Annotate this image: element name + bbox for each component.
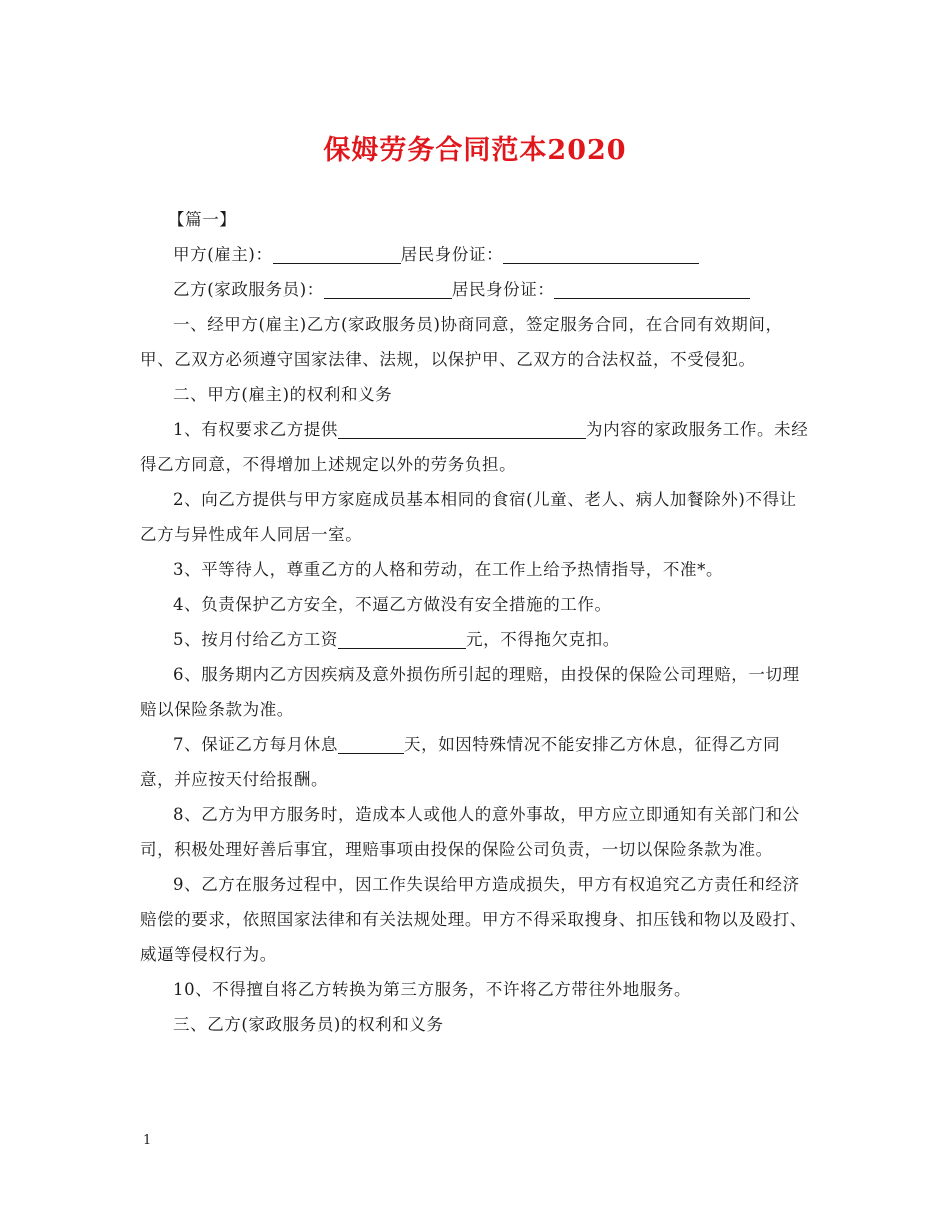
item-5 [140,622,812,657]
clause-one: 一、经甲方(雇主)乙方(家政服务员)协商同意，签定服务合同，在合同有效期间，甲、乙双方必须遵守国家法律、法规，以保护甲、乙双方的合法权益，不受侵犯。 [140,315,783,369]
party-b-label: 乙方(家政服务员)： [173,280,324,299]
party-a-id-label: 居民身份证： [400,245,504,264]
item-1-before: 1、有权要求乙方提供 [173,420,338,439]
party-b-id-label: 居民身份证： [451,280,555,299]
party-a-id-blank[interactable] [503,243,699,264]
item-8: 8、乙方为甲方服务时，造成本人或他人的意外事故，甲方应立即通知有关部门和公司，积极处理好善后事宜，理赔事项由投保的保险公司负责，一切以保险条款为准。 [140,805,800,859]
item-2: 2、向乙方提供与甲方家庭成员基本相同的食宿(儿童、老人、病人加餐除外)不得让乙方与异性成年人同居一室。 [140,490,797,544]
item-7 [140,727,812,797]
party-b-name-blank[interactable] [324,278,452,299]
party-a-label: 甲方(雇主)： [173,245,273,264]
party-a-line [140,237,812,272]
service-content-blank[interactable] [338,418,586,439]
salary-blank[interactable] [338,628,466,649]
document-body [140,202,812,1042]
item-1-after: 为内容的家政服务工作。未经得乙方同意，不得增加上述规定以外的劳务负担。 [140,420,809,474]
page-number: 1 [143,1133,152,1148]
rest-days-blank[interactable] [338,733,404,754]
item-5-after: 元，不得拖欠克扣。 [466,630,620,649]
clause-two-heading: 二、甲方(雇主)的权利和义务 [173,385,393,404]
party-b-line [140,272,812,307]
document-title: 保姆劳务合同范本2020 [323,135,627,166]
item-1 [140,412,812,482]
item-10: 10、不得擅自将乙方转换为第三方服务，不许将乙方带往外地服务。 [173,980,692,999]
party-b-id-blank[interactable] [554,278,750,299]
section-label: 【篇一】 [168,210,237,229]
item-7-before: 7、保证乙方每月休息 [173,735,338,754]
party-a-name-blank[interactable] [273,243,401,264]
item-7-after: 天，如因特殊情况不能安排乙方休息，征得乙方同意，并应按天付给报酬。 [140,735,781,789]
item-9: 9、乙方在服务过程中，因工作失误给甲方造成损失，甲方有权追究乙方责任和经济赔偿的要求，依照国家法律和有关法规处理。甲方不得采取搜身、扣压钱和物以及殴打、威逼等侵权行为。 [140,875,807,964]
item-4: 4、负责保护乙方安全，不逼乙方做没有安全措施的工作。 [173,595,612,614]
clause-three-heading: 三、乙方(家政服务员)的权利和义务 [173,1015,444,1034]
item-3: 3、平等待人，尊重乙方的人格和劳动，在工作上给予热情指导，不准*。 [173,560,724,579]
item-6: 6、服务期内乙方因疾病及意外损伤所引起的理赔，由投保的保险公司理赔，一切理赔以保险条款为准。 [140,665,800,719]
item-5-before: 5、按月付给乙方工资 [173,630,338,649]
